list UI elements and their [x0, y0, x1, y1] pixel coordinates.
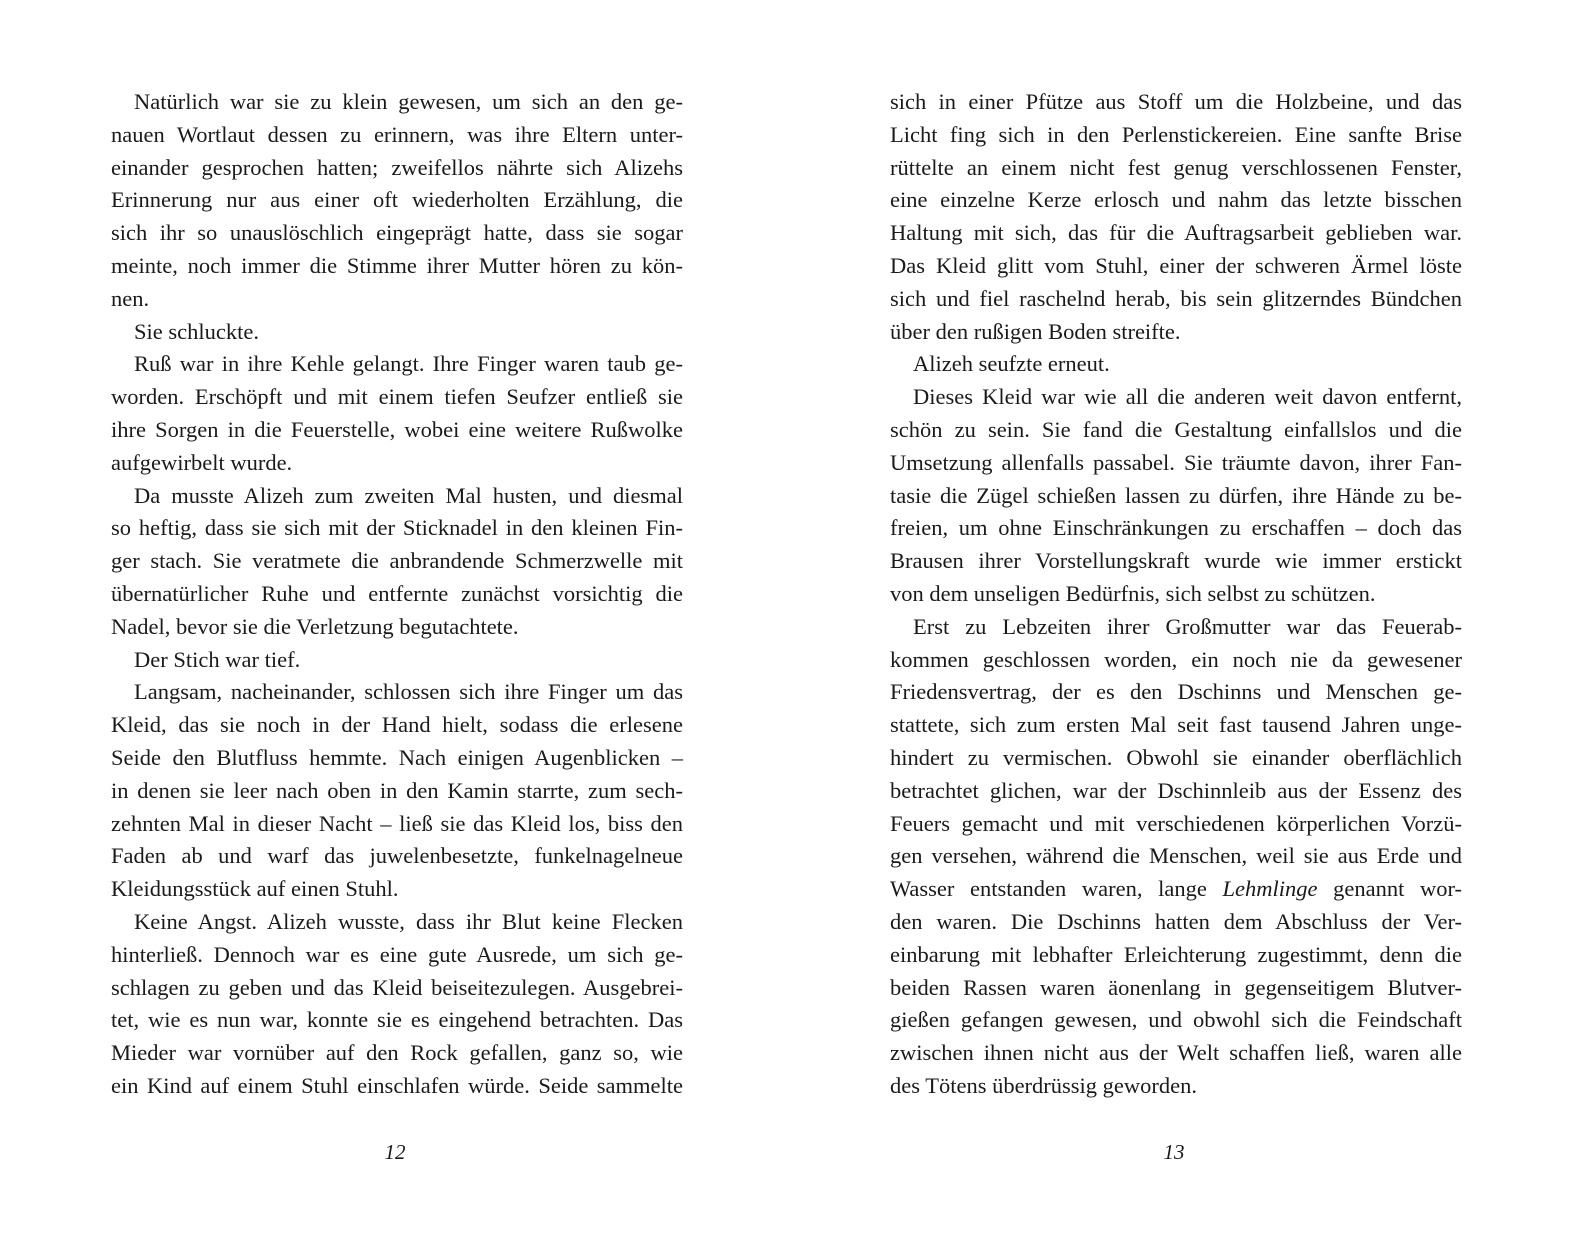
text-line: über den rußigen Boden streifte. — [890, 318, 1181, 344]
text-line: Brausen ihrer Vorstellungskraft wurde wie immer erstickt — [890, 548, 1462, 574]
text-line: stattete, sich zum ersten Mal seit fast tausend Jahren unge- — [890, 712, 1462, 738]
text-line: Ruß war in ihre Kehle gelangt. Ihre Finger waren taub ge- — [134, 351, 683, 377]
text-line: Erst zu Lebzeiten ihrer Großmutter war das Feuerab- — [913, 613, 1462, 639]
right-page-number: 13 — [1163, 1140, 1185, 1164]
text-line: Umsetzung allenfalls passabel. Sie träumte davon, ihrer Fan- — [890, 449, 1462, 475]
text-line: des Tötens überdrüssig geworden. — [890, 1072, 1198, 1098]
text-line: Keine Angst. Alizeh wusste, dass ihr Blut keine Flecken — [134, 908, 683, 934]
text-line: eine einzelne Kerze erlosch und nahm das letzte bisschen — [890, 187, 1462, 213]
text-line: Haltung mit sich, das für die Auftragsarbeit geblieben war. — [890, 220, 1462, 246]
text-line: kommen geschlossen worden, ein noch nie da gewesener — [890, 646, 1462, 672]
left-page-body — [111, 86, 683, 1103]
text-line: tasie die Zügel schießen lassen zu dürfen, ihre Hände zu be- — [890, 482, 1462, 508]
text-line: zwischen ihnen nicht aus der Welt schaffen ließ, waren alle — [890, 1040, 1462, 1066]
text-line: Feuers gemacht und mit verschiedenen körperlichen Vorzü- — [890, 810, 1462, 836]
italic-term: Lehmlinge — [1222, 876, 1318, 902]
text-line: übernatürlicher Ruhe und entfernte zunächst vorsichtig die — [111, 580, 683, 606]
text-line: rüttelte an einem nicht fest genug verschlossenen Fenster, — [890, 154, 1462, 180]
text-line: schön zu sein. Sie fand die Gestaltung einfallslos und die — [890, 416, 1462, 442]
text-line: ger stach. Sie veratmete die anbrandende Schmerzwelle mit — [111, 548, 683, 574]
text-line: Faden ab und warf das juwelenbesetzte, funkelnagelneue — [111, 843, 683, 869]
text-line: gen versehen, während die Menschen, weil sie aus Erde und — [890, 843, 1462, 869]
text-line: ihre Sorgen in die Feuerstelle, wobei eine weitere Rußwolke — [111, 416, 683, 442]
text-line: ein Kind auf einem Stuhl einschlafen würde. Seide sammelte — [111, 1072, 683, 1098]
text-line: den waren. Die Dschinns hatten dem Abschluss der Ver- — [890, 908, 1462, 934]
text-line: worden. Erschöpft und mit einem tiefen Seufzer entließ sie — [111, 384, 683, 410]
text-line: betrachtet glichen, war der Dschinnleib aus der Essenz des — [890, 777, 1462, 803]
text-line: sich und fiel raschelnd herab, bis sein glitzerndes Bündchen — [890, 285, 1462, 311]
text-line: gießen gefangen gewesen, und obwohl sich die Feindschaft — [890, 1007, 1462, 1033]
text-line: Natürlich war sie zu klein gewesen, um sich an den ge- — [134, 89, 683, 114]
text-line: Das Kleid glitt vom Stuhl, einer der schweren Ärmel löste — [890, 252, 1462, 278]
text-line: nen. — [111, 285, 150, 311]
text-line: aufgewirbelt wurde. — [111, 449, 293, 475]
text-line: Nadel, bevor sie die Verletzung begutachtete. — [111, 613, 519, 639]
text-line: Alizeh seufzte erneut. — [913, 351, 1110, 377]
text-line: sich ihr so unauslöschlich eingeprägt hatte, dass sie sogar — [111, 220, 683, 246]
text-line: in denen sie leer nach oben in den Kamin starrte, zum sech- — [111, 777, 683, 803]
text-line: Kleidungsstück auf einen Stuhl. — [111, 876, 399, 902]
text-line: Wasser entstanden waren, lange Lehmlinge genannt wor- — [890, 876, 1462, 902]
text-line: Der Stich war tief. — [134, 646, 301, 672]
left-page-number: 12 — [384, 1140, 406, 1164]
text-line: Friedensvertrag, der es den Dschinns und Menschen ge- — [890, 679, 1462, 705]
text-line: Licht fing sich in den Perlenstickereien. Eine sanfte Brise — [890, 121, 1462, 147]
text-line: freien, um ohne Einschränkungen zu erschaffen – doch das — [890, 515, 1462, 541]
text-line: Da musste Alizeh zum zweiten Mal husten, und diesmal — [134, 482, 683, 508]
text-line: Sie schluckte. — [134, 318, 259, 344]
text-line: beiden Rassen waren äonenlang in gegenseitigem Blutver- — [890, 974, 1462, 1000]
text-line: von dem unseligen Bedürfnis, sich selbst zu schützen. — [890, 580, 1376, 606]
text-line: hinterließ. Dennoch war es eine gute Ausrede, um sich ge- — [111, 941, 683, 967]
text-line: so heftig, dass sie sich mit der Sticknadel in den kleinen Fin- — [111, 515, 683, 541]
text-line: meinte, noch immer die Stimme ihrer Mutter hören zu kön- — [111, 252, 683, 278]
text-line: Erinnerung nur aus einer oft wiederholten Erzählung, die — [111, 187, 683, 213]
text-line: Kleid, das sie noch in der Hand hielt, sodass die erlesene — [111, 712, 683, 738]
text-line: tet, wie es nun war, konnte sie es eingehend betrachten. Das — [111, 1007, 683, 1033]
text-line: einbarung mit lebhafter Erleichterung zugestimmt, denn die — [890, 941, 1462, 967]
text-line: sich in einer Pfütze aus Stoff um die Holzbeine, und das — [890, 89, 1462, 114]
text-line: einander gesprochen hatten; zweifellos nährte sich Alizehs — [111, 154, 683, 180]
text-line: nauen Wortlaut dessen zu erinnern, was ihre Eltern unter- — [111, 121, 683, 147]
text-line: Dieses Kleid war wie all die anderen weit davon entfernt, — [913, 384, 1462, 410]
text-line: Langsam, nacheinander, schlossen sich ihre Finger um das — [134, 679, 683, 705]
text-line: schlagen zu geben und das Kleid beiseitezulegen. Ausgebrei- — [111, 974, 683, 1000]
right-page-body — [890, 86, 1462, 1103]
text-line: hindert zu vermischen. Obwohl sie einander oberflächlich — [890, 744, 1462, 770]
text-line: Mieder war vornüber auf den Rock gefallen, ganz so, wie — [111, 1040, 683, 1066]
text-line: Seide den Blutfluss hemmte. Nach einigen Augenblicken – — [111, 744, 683, 770]
text-line: zehnten Mal in dieser Nacht – ließ sie das Kleid los, biss den — [111, 810, 683, 836]
